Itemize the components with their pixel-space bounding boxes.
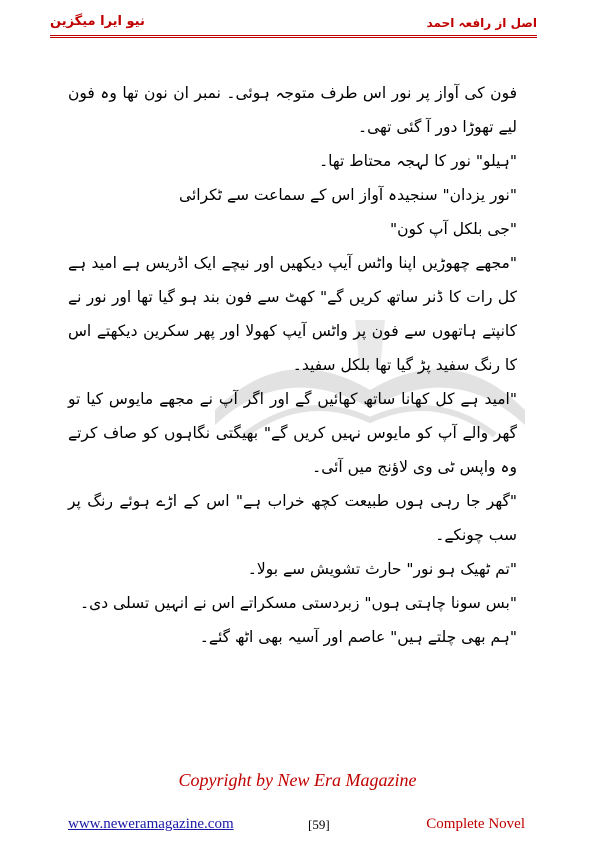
page-footer: [68, 816, 525, 838]
paragraph: "بس سونا چاہتی ہوں" زبردستی مسکراتے اس نے انہیں تسلی دی۔: [80, 594, 517, 612]
paragraph: "مجھے چھوڑیں اپنا واٹس آیپ دیکھیں اور نیچے ایک اڈریس ہے امید ہے کل رات کا ڈنر ساتھ کریں گے" کھٹ سے فون بند ہو گیا تھا اور نور نے کانپتے ہاتھوں سے فون پر واٹس آیپ کھولا اور پھر سکرین دیکھتے اس کا رنگ سفید پڑ گیا تھا بلکل سفید۔: [68, 254, 517, 374]
paragraph: فون کی آواز پر نور اس طرف متوجہ ہوئی۔ نمبر ان نون تھا وہ فون لیے تھوڑا دور آ گئی تھی۔: [68, 84, 517, 136]
paragraph: "ہم بھی چلتے ہیں" عاصم اور آسیہ بھی اٹھ گئے۔: [199, 628, 517, 646]
page-number: [59]: [308, 817, 330, 832]
novel-label: Complete Novel: [426, 816, 525, 832]
website-link[interactable]: www.neweramagazine.com: [68, 816, 234, 832]
novel-body: [68, 76, 517, 654]
paragraph: "تم ٹھیک ہو نور" حارث تشویش سے بولا۔: [247, 560, 517, 578]
paragraph: "جی بلکل آپ کون": [390, 220, 517, 238]
header-author: اصل از رافعہ احمد: [426, 16, 537, 30]
paragraph: "گھر جا رہی ہوں طبیعت کچھ خراب ہے" اس کے اڑے ہوئے رنگ پر سب چونکے۔: [68, 492, 517, 544]
header-magazine: نیو ایرا میگزین: [50, 14, 145, 29]
copyright-notice: Copyright by New Era Magazine: [178, 770, 417, 790]
paragraph: "ہیلو" نور کا لہجہ محتاط تھا۔: [319, 152, 517, 170]
paragraph: "امید ہے کل کھانا ساتھ کھائیں گے اور اگر آپ نے مجھے مایوس کیا تو گھر والے آپ کو مایوس نہیں کریں گے" بھیگتی نگاہوں کو صاف کرتے وہ واپس ٹی وی لاؤنج میں آئی۔: [68, 390, 517, 476]
header-divider: [50, 35, 537, 38]
paragraph: "نور یزدان" سنجیدہ آواز اس کے سماعت سے ٹکرائی: [179, 186, 517, 204]
page-header: [50, 8, 537, 34]
